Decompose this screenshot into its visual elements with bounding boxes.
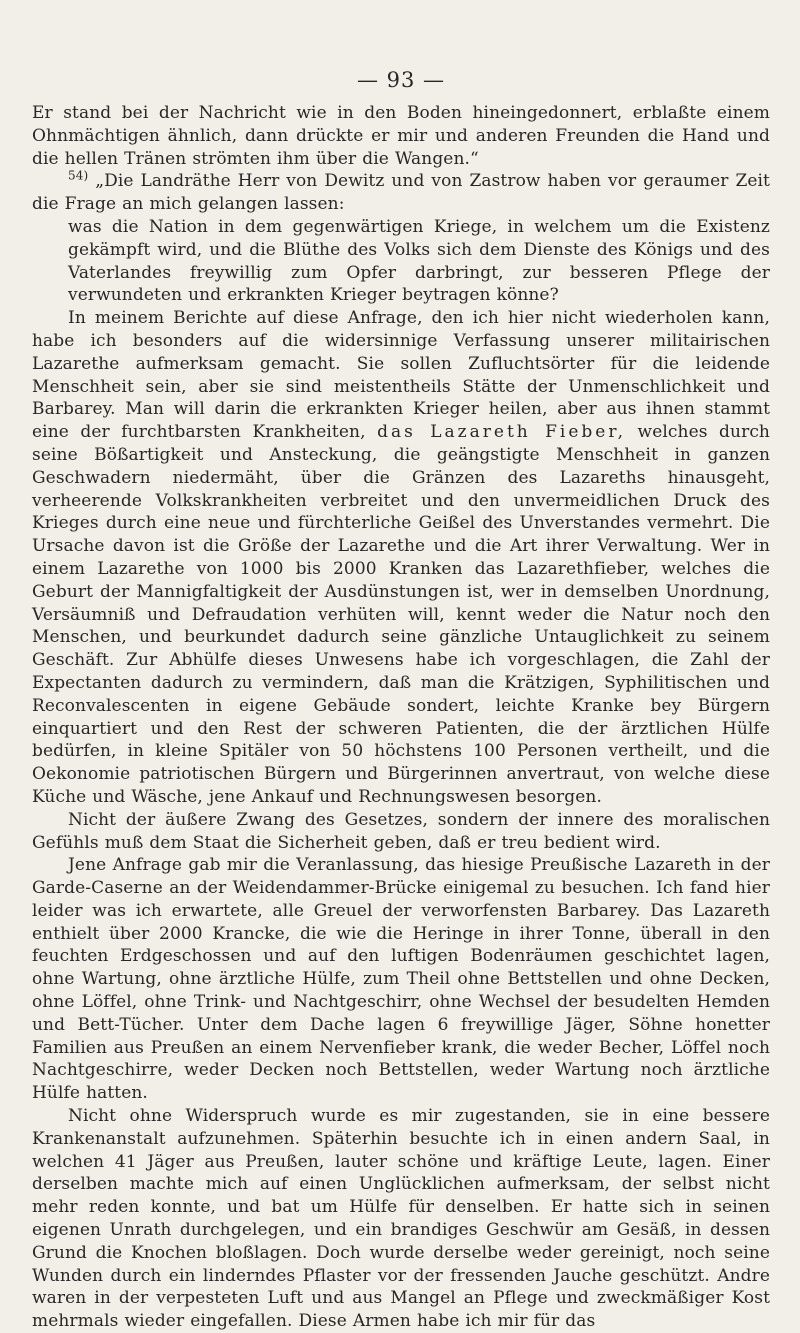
paragraph-4-text-after: welches durch seine Bößartigkeit und Ansteckung, die geängstigte Menschheit in ganzen Geschwadern niedermäht, über die Gränzen des Lazareths hinausgeht, verheerende Volkskrankheiten verbreitet und den unvermeidlichen Druck des Krieges durch eine neue und fürchterliche Geißel des Unverstandes vermehrt. Die Ursache davon ist die Größe der Lazarethe und die Art ihrer Verwaltung. Wer in einem Lazarethe von 1000 bis 2000 Kranken das Lazarethfieber, welches die Geburt der Mannigfaltigkeit der Ausdünstungen ist, wer in demselben Unordnung, Versäumniß und Defraudation verhüten will, kennt weder die Natur noch den Menschen, und beurkundet dadurch seine gänzliche Untauglichkeit zu seinem Geschäft. Zur Abhülfe dieses Unwesens habe ich vorgeschlagen, die Zahl der Expectanten dadurch zu vermindern, daß man die Krätzigen, Syphilitischen und Reconvalescenten in eigene Gebäude sondert, leichte Kranke bey Bürgern einquartiert und den Rest der schweren Patienten, die der ärztlichen Hülfe bedürfen, in kleine Spitäler von 50 höchstens 100 Personen vertheilt, und die Oekonomie patriotischen Bürgern und Bürgerinnen anvertraut, von welche diese Küche und Wäsche, jene Ankauf und Rechnungswesen besorgen. [32,422,770,807]
paragraph-4-text-before: In meinem Berichte auf diese Anfrage, den ich hier nicht wiederholen kann, habe ich besonders auf die widersinnige Verfassung unserer militairischen Lazarethe aufmerksam gemacht. Sie sollen Zufluchtsörter für die leidende Menschheit sein, aber sie sind meistentheils Stätte der Unmenschlichkeit und Barbarey. Man will darin die erkrankten Krieger heilen, aber aus ihnen stammt eine der furchtbarsten Krankheiten, [32,308,770,443]
paragraph-5: Nicht der äußere Zwang des Gesetzes, sondern der innere des moralischen Gefühls muß dem Staat die Sicherheit geben, daß er treu bedient wird. [32,809,770,853]
paragraph-4 [32,307,770,809]
paragraph-7: Nicht ohne Widerspruch wurde es mir zugestanden, sie in eine bessere Krankenanstalt aufzunehmen. Späterhin besuchte ich in einen andern Saal, in welchen 41 Jäger aus Preußen, lauter schöne und kräftige Leute, lagen. Einer derselben machte mich auf einen Unglücklichen aufmerksam, der selbst nicht mehr reden konnte, und bat um Hülfe für denselben. Er hatte sich in seinen eigenen Unrath durchgelegen, und ein brandiges Geschwür am Gesäß, in dessen Grund die Knochen bloßlagen. Doch wurde derselbe weder gereinigt, noch seine Wunden durch ein linderndes Pflaster vor der fressenden Jauche geschützt. Andre waren in der verpesteten Luft und aus Mangel an Pflege und zweckmäßiger Kost mehrmals wieder eingefallen. Diese Armen habe ich mir für das [32,1106,770,1332]
paragraph-1: Er stand bei der Nachricht wie in den Boden hineingedonnert, erblaßte einem Ohnmächtigen ähnlich, dann drückte er mir und anderen Freunden die Hand und die hellen Tränen strömten ihm über die Wangen.“ [32,103,770,169]
footnote-marker: 54) [68,168,89,183]
paragraph-2-text: „Die Landräthe Herr von Dewitz und von Zastrow haben vor geraumer Zeit die Frage an mich gelangen lassen: [32,171,770,215]
paragraph-2 [32,170,770,216]
quoted-question: was die Nation in dem gegenwärtigen Kriege, in welchem um die Existenz gekämpft wird, und die Blüthe des Volks sich dem Dienste des Königs und des Vaterlandes freywillig zum Opfer darbringt, zur besseren Pflege der verwundeten und erkrankten Krieger beytragen könne? [68,216,770,306]
spaced-term: das Lazareth Fieber, [377,422,627,443]
paragraph-6: Jene Anfrage gab mir die Veranlassung, das hiesige Preußische Lazareth in der Garde-Caserne an der Weidendammer-Brücke einigemal zu besuchen. Ich fand hier leider was ich erwartete, alle Greuel der verworfensten Barbarey. Das Lazareth enthielt über 2000 Krancke, die wie die Heringe in ihrer Tonne, überall in den feuchten Erdgeschossen und auf den luftigen Bodenräumen geschichtet lagen, ohne Wartung, ohne ärztliche Hülfe, zum Theil ohne Bettstellen und ohne Decken, ohne Löffel, ohne Trink- und Nachtgeschirr, ohne Wechsel der besudelten Hemden und Bett-Tücher. Unter dem Dache lagen 6 freywillige Jäger, Söhne honetter Familien aus Preußen an einem Nervenfieber krank, die weder Becher, Löffel noch Nachtgeschirre, weder Decken noch Bettstellen, weder Wartung noch ärztliche Hülfe hatten. [32,855,770,1104]
page-number: — 93 — [356,68,446,92]
body-text [32,102,770,1333]
